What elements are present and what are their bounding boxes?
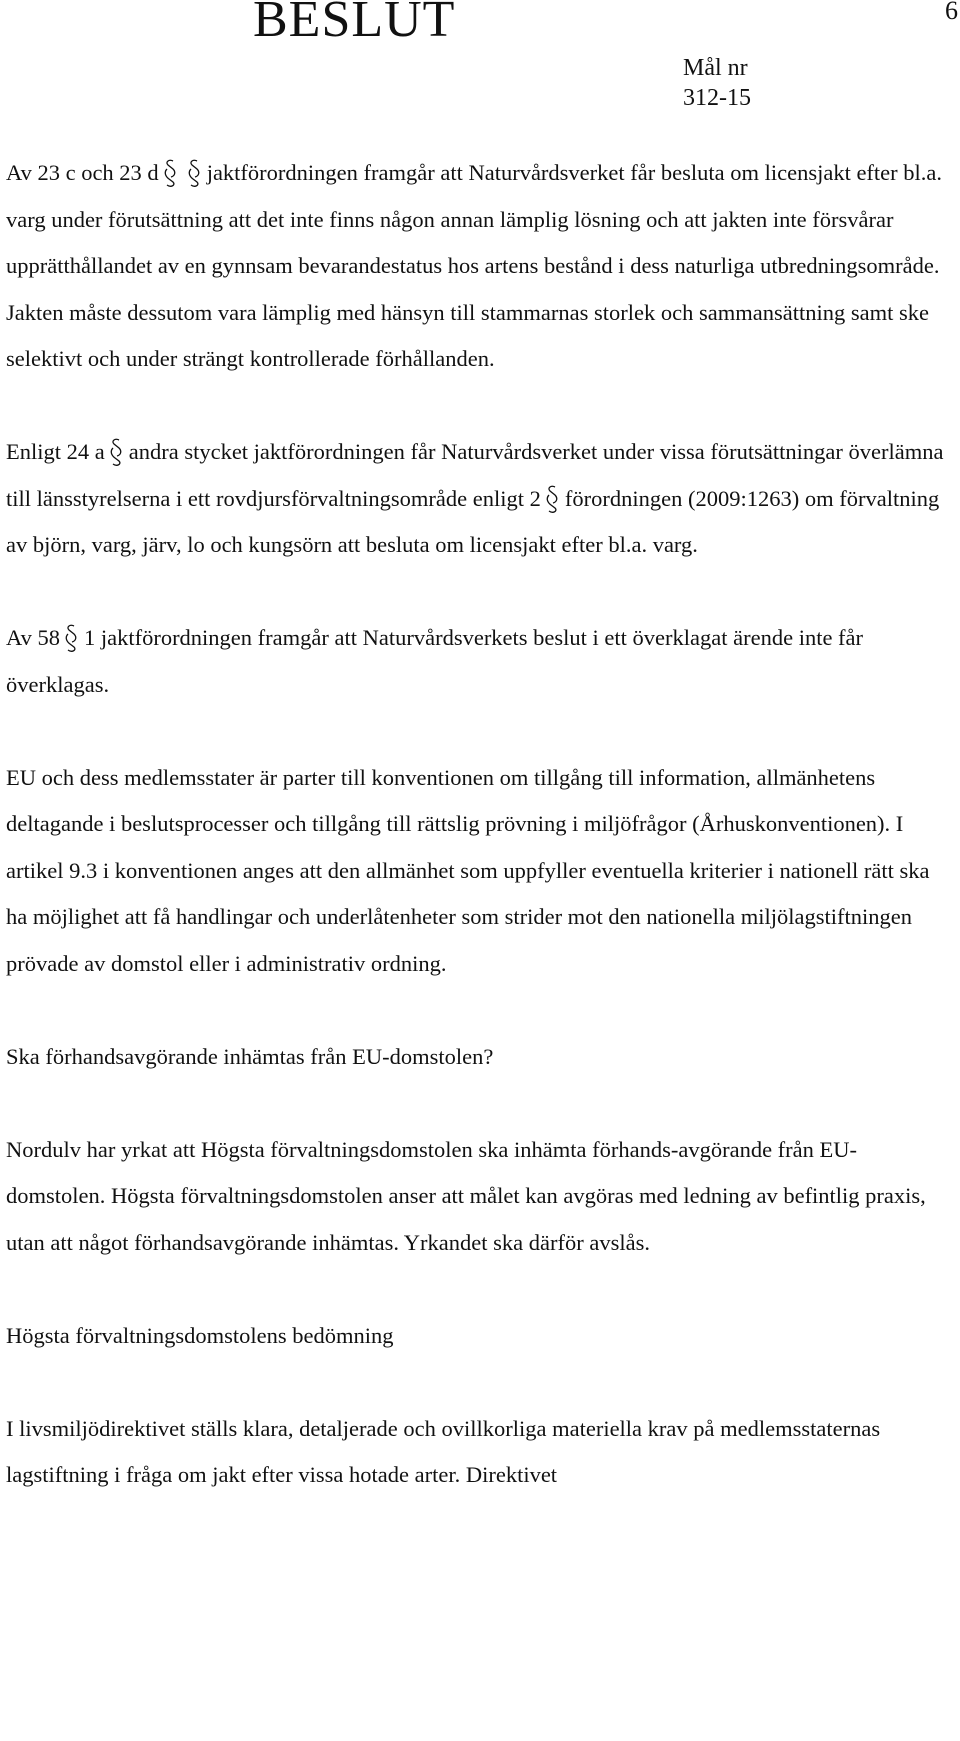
section-sign-icon [545,484,559,514]
paragraph-overlamna [6,429,954,569]
section-sign-icon [109,437,123,467]
case-meta [683,53,751,113]
document-body [6,150,954,1499]
paragraph-yrkande: Nordulv har yrkat att Högsta förvaltningsdomstolen ska inhämta förhands-avgörande från EU-domstolen. Högsta förvaltningsdomstolen anser att målet kan avgöras med ledning av befintlig praxis, utan att något förhandsavgörande inhämtas. Yrkandet ska därför avslås. [6,1136,926,1255]
paragraph-text: Av 58 [6,625,60,650]
paragraph-text: förordningen (2009:1263) om förvaltning av björn, varg, järv, lo och kungsörn att besluta om licensjakt efter bl.a. varg. [6,485,940,557]
section-sign-icon [187,158,201,188]
paragraph-text: andra stycket jaktförordningen får Naturvårdsverket under vissa förutsättningar överlämna till länsstyrelserna i ett rovdjursförvaltningsområde enligt 2 [6,439,944,511]
section-heading: Ska förhandsavgörande inhämtas från EU-domstolen? [6,1043,494,1069]
paragraph-text: Enligt 24 a [6,439,105,464]
paragraph-bedomning: I livsmiljödirektivet ställs klara, detaljerade och ovillkorliga materiella krav på medlemsstaternas lagstiftning i fråga om jakt efter vissa hotade arter. Direktivet [6,1415,881,1487]
section-sign-icon [64,623,78,653]
case-label: Mål nr [683,55,748,81]
paragraph-text: jaktförordningen framgår att Naturvårdsverket får besluta om licensjakt efter bl.a. varg under förutsättning att det inte finns någon annan lämplig lösning och att jakten inte försvårar upprätthållandet av en gynnsam bevarandestatus hos artens bestånd i dess naturliga utbredningsområde. Jakten måste dessutom vara lämplig med hänsyn till stammarnas storlek och sammansättning samt ske selektivt och under strängt kontrollerade förhållanden. [6,160,943,371]
paragraph-text: 1 jaktförordningen framgår att Naturvårdsverkets beslut i ett överklagat ärende inte får överklagas. [6,625,864,697]
paragraph-overklagas [6,615,954,708]
section-sign-icon [163,158,177,188]
document-title: BESLUT [253,0,456,48]
section-heading: Högsta förvaltningsdomstolens bedömning [6,1322,394,1348]
paragraph-text: Av 23 c och 23 d [6,160,159,185]
paragraph-arhus: EU och dess medlemsstater är parter till konventionen om tillgång till information, allmänhetens deltagande i beslutsprocesser och tillgång till rättslig prövning i miljöfrågor (Århuskonventionen). I artikel 9.3 i konventionen anges att den allmänhet som uppfyller eventuella kriterier i nationell rätt ska ha möjlighet att få handlingar och underlåtenheter som strider mot den nationella miljölagstiftningen prövade av domstol eller i administrativ ordning. [6,764,930,976]
paragraph-licensjakt [6,150,954,383]
case-number: 312-15 [683,85,751,111]
page-number: 6 [945,0,958,25]
